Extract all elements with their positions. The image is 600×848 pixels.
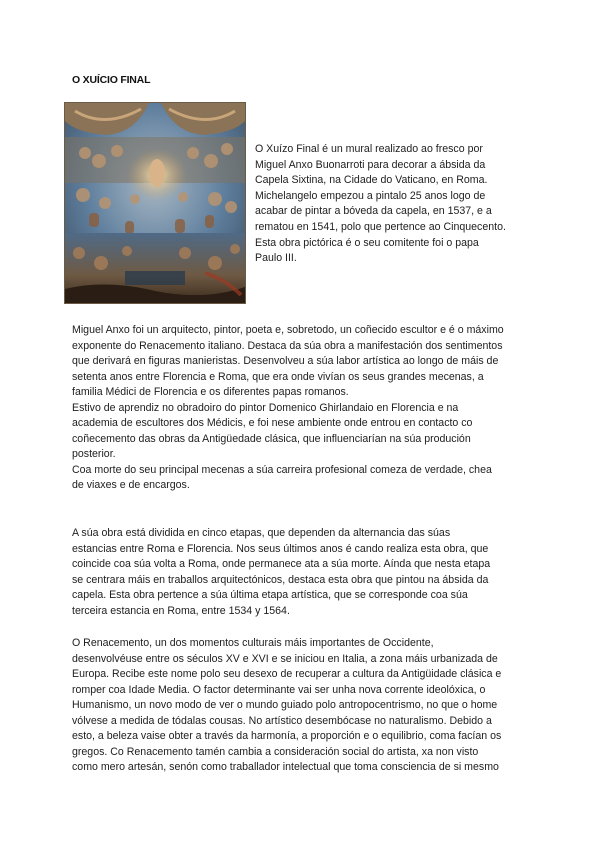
intro-line: Paulo III. — [255, 252, 297, 265]
intro-paragraph — [255, 142, 535, 267]
paragraph-line: se centrara máis en traballos arquitectónicos, destaca esta obra que pintou na ábsida da — [72, 573, 489, 586]
paragraph-line: como mero artesán, senón como traballador intelectual que toma consciencia de si mesmo — [72, 761, 499, 773]
paragraph-line: exponente do Renacemento italiano. Destaca da súa obra a manifestación dos sentimentos — [72, 339, 503, 352]
intro-line: rematou en 1541, polo que pertence ao Cinquecento. — [255, 220, 506, 233]
paragraph-line: estancias entre Roma e Florencia. Nos seus últimos anos é cando realiza esta obra, que — [72, 542, 489, 555]
paragraph-line: vólvese a medida de tódalas cousas. No artístico desembócase no naturalismo. Debido a — [72, 714, 492, 727]
document-title: O XUÍCIO FINAL — [72, 74, 151, 86]
paragraph-line: coñecemento das obras da Antigüedade clásica, que influenciarían na súa produción — [72, 432, 471, 445]
paragraph-line: O Renacemento, un dos momentos culturais máis importantes de Occidente, — [72, 637, 434, 649]
intro-line: Esta obra pictórica é o seu comitente foi o papa — [255, 236, 479, 249]
intro-line: Michelangelo empezou a pintalo 25 anos logo de — [255, 189, 486, 202]
paragraph-line: Estivo de aprendiz no obradoiro do pintor Domenico Ghirlandaio en Florencia e na — [72, 401, 459, 414]
paragraph-line: capela. Esta obra pertence a súa última etapa artística, que se corresponde coa súa — [72, 589, 468, 601]
paragraph-line: Miguel Anxo foi un arquitecto, pintor, poeta e, sobretodo, un coñecido escultor e é o máximo — [72, 324, 504, 336]
intro-line: Miguel Anxo Buonarroti para decorar a ábsida da — [255, 158, 486, 171]
intro-line: O Xuízo Final é un mural realizado ao fresco por — [255, 143, 483, 155]
paragraph-line: desenvolvéuse entre os séculos XV e XVI e se iniciou en Italia, a zona máis urbanizada de — [72, 652, 498, 665]
paragraph-line: gregos. Co Renacemento tamén cambia a consideración social do artista, xa non visto — [72, 745, 479, 758]
paragraph-line: Coa morte do seu principal mecenas a súa carreira profesional comeza de verdade, chea — [72, 463, 492, 476]
paragraph-line: de viaxes e de encargos. — [72, 479, 190, 491]
paragraph-line: esto, a beleza vaise obter a través da harmonía, a proporción e o equilibrio, coma facían os — [72, 730, 502, 742]
paragraph-line: Humanismo, un novo modo de ver o mundo guiado polo antropocentrismo, no que o home — [72, 699, 498, 711]
intro-line: acabar de pintar a bóveda da capela, en 1537, e a — [255, 205, 492, 218]
painting-image — [65, 103, 245, 303]
paragraph-line: romper coa Idade Media. O factor determinante vai ser unha nova corrente ideolóxica, o — [72, 683, 486, 696]
last-judgment-painting — [64, 102, 246, 304]
paragraph-line: coincide coa súa volta a Roma, onde permanece ata a súa morte. Aínda que nesta etapa — [72, 558, 491, 570]
biography-paragraph — [72, 323, 532, 494]
paragraph-line: que derivará en figuras manieristas. Desenvolveu a súa labor artística ao longo de máis de — [72, 355, 499, 367]
paragraph-line: familia Médici de Florencia e os diferentes papas romanos. — [72, 386, 349, 398]
paragraph-line: Europa. Recibe este nome polo seu desexo de recuperar a cultura da Antigüidade clásica e — [72, 668, 502, 680]
renaissance-paragraph — [72, 636, 532, 776]
paragraph-line: posterior. — [72, 448, 116, 460]
paragraph-line: A súa obra está dividida en cinco etapas, que dependen da alternancia das súas — [72, 527, 451, 539]
paragraph-line: setenta anos entre Florencia e Roma, que era onde vivían os seus grandes mecenas, a — [72, 370, 484, 383]
paragraph-line: academia de escultores dos Médicis, e foi nese ambiente onde entrou en contacto co — [72, 417, 473, 429]
paragraph-line: terceira estancia en Roma, entre 1534 y 1564. — [72, 604, 290, 617]
intro-line: Capela Sixtina, na Cidade do Vaticano, en Roma. — [255, 174, 488, 187]
stages-paragraph — [72, 526, 532, 619]
